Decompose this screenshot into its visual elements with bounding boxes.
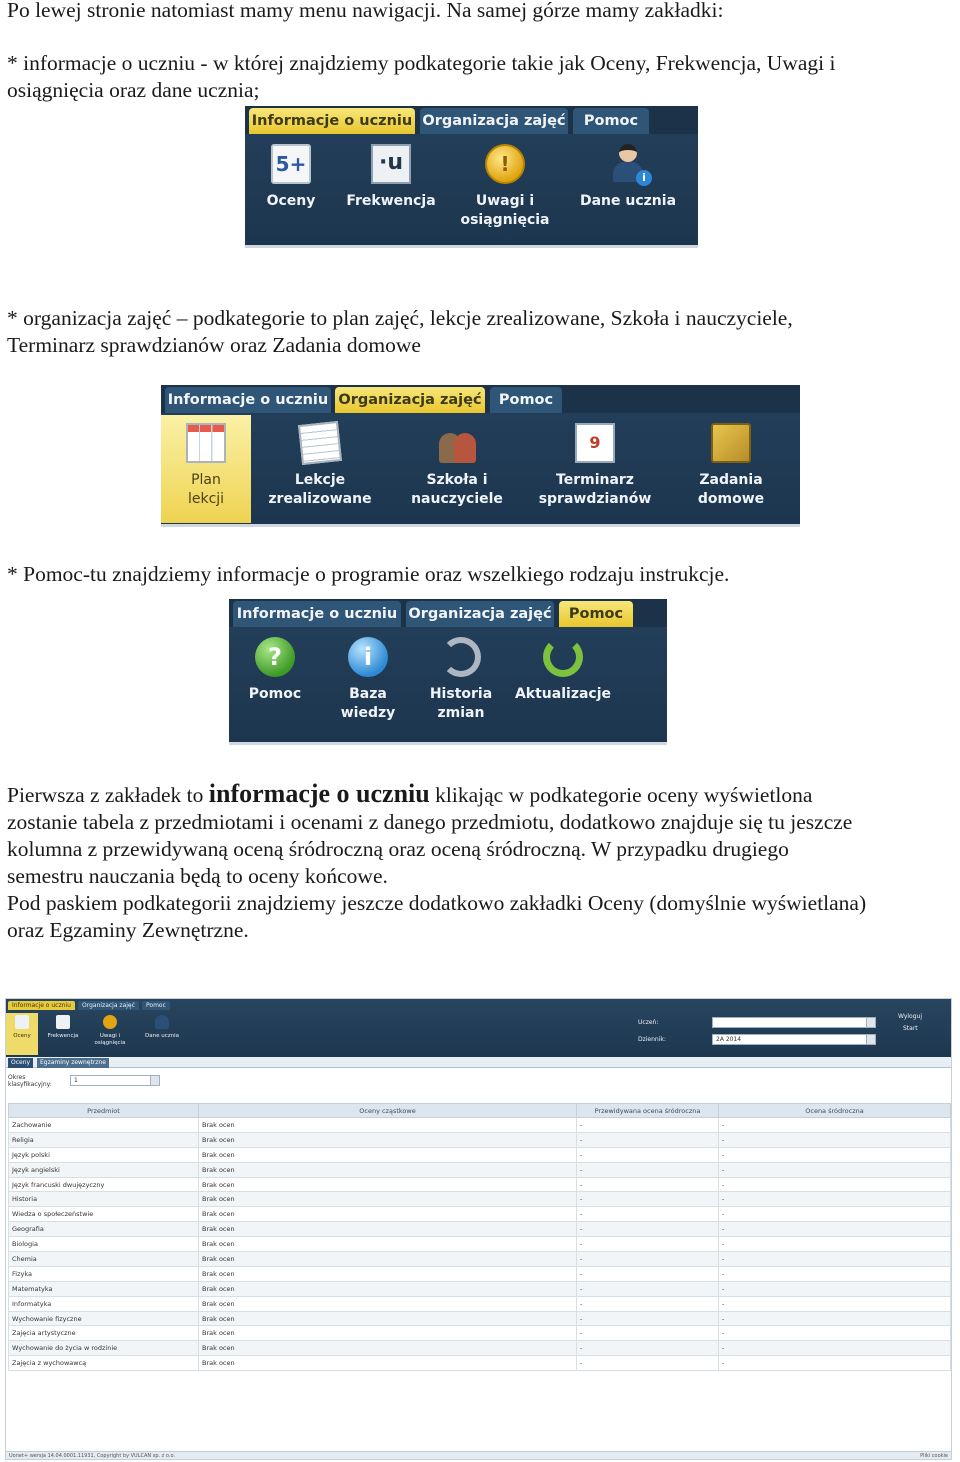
- partial-grades-cell: Brak ocen: [199, 1132, 577, 1147]
- tab-student-info[interactable]: Informacje o uczniu: [233, 601, 401, 627]
- semester-grade-cell: -: [719, 1341, 951, 1356]
- tab-student-info[interactable]: Informacje o uczniu: [249, 108, 415, 134]
- app-item-attendance[interactable]: Frekwencja: [44, 1013, 82, 1055]
- col-predicted-grade: Przewidywana ocena śródroczna: [577, 1104, 719, 1118]
- semester-grade-cell: -: [719, 1237, 951, 1252]
- history-icon: [441, 637, 481, 677]
- subject-cell: Wychowanie do życia w rodzinie: [9, 1341, 199, 1356]
- chevron-down-icon: [150, 1076, 159, 1085]
- partial-grades-cell: Brak ocen: [199, 1266, 577, 1281]
- test-calendar-icon: 9: [575, 423, 615, 463]
- ribbon-item-grades[interactable]: 5+ Oceny: [245, 136, 347, 211]
- semester-grade-cell: -: [719, 1266, 951, 1281]
- cookies-link[interactable]: Pliki cookie: [920, 1453, 948, 1459]
- partial-grades-cell: Brak ocen: [199, 1192, 577, 1207]
- app-item-grades[interactable]: Oceny: [6, 1013, 38, 1055]
- grades-desc-line3: kolumna z przewidywaną oceną śródroczną oraz oceną śródroczną. W przypadku drugiego: [7, 837, 789, 861]
- ribbon-item-school-teachers[interactable]: Szkoła i nauczyciele: [401, 415, 513, 509]
- semester-grade-cell: -: [719, 1118, 951, 1133]
- app-tab-class-organization[interactable]: Organizacja zajęć: [78, 1001, 139, 1010]
- tab-help[interactable]: Pomoc: [490, 387, 562, 413]
- grades-table: [8, 1103, 951, 1371]
- tab-help[interactable]: Pomoc: [573, 108, 649, 134]
- partial-grades-cell: Brak ocen: [199, 1222, 577, 1237]
- table-row: [9, 1296, 951, 1311]
- ribbon-class-organization: [161, 385, 800, 527]
- tab-class-organization[interactable]: Organizacja zajęć: [335, 387, 485, 413]
- table-row: [9, 1237, 951, 1252]
- grades-desc-line2: zostanie tabela z przedmiotami i ocenami z danego przedmiotu, dodatkowo znajduje się tu jeszcze: [7, 810, 853, 834]
- subject-cell: Biologia: [9, 1237, 199, 1252]
- app-footer: [6, 1451, 951, 1459]
- version-text: Uonet+ wersja 14.04.0001.11931, Copyright by VULCAN sp. z o.o.: [9, 1453, 176, 1459]
- subject-cell: Zachowanie: [9, 1118, 199, 1133]
- table-row: [9, 1311, 951, 1326]
- grades-icon: 5+: [271, 144, 311, 184]
- table-row: [9, 1252, 951, 1267]
- table-row: [9, 1281, 951, 1296]
- tab-class-organization[interactable]: Organizacja zajęć: [420, 108, 568, 134]
- predicted-grade-cell: -: [577, 1356, 719, 1371]
- predicted-grade-cell: -: [577, 1222, 719, 1237]
- table-header-row: [9, 1104, 951, 1118]
- predicted-grade-cell: -: [577, 1147, 719, 1162]
- table-row: [9, 1162, 951, 1177]
- app-item-remarks[interactable]: Uwagi i osiągnięcia: [91, 1013, 129, 1055]
- predicted-grade-cell: -: [577, 1326, 719, 1341]
- subject-cell: Zajęcia z wychowawcą: [9, 1356, 199, 1371]
- student-info-desc-line2: osiągnięcia oraz dane ucznia;: [7, 78, 260, 102]
- partial-grades-cell: Brak ocen: [199, 1252, 577, 1267]
- predicted-grade-cell: -: [577, 1118, 719, 1133]
- ribbon-tabbar: [245, 106, 698, 134]
- student-info-desc-line1: * informacje o uczniu - w której znajdziemy podkategorie takie jak Oceny, Frekwencja, Uwagi i: [7, 51, 836, 75]
- subject-cell: Język angielski: [9, 1162, 199, 1177]
- subject-cell: Chemia: [9, 1252, 199, 1267]
- period-label: Okres klasyfikacyjny:: [8, 1074, 52, 1088]
- predicted-grade-cell: -: [577, 1266, 719, 1281]
- predicted-grade-cell: -: [577, 1177, 719, 1192]
- student-info-icon: [155, 1015, 169, 1029]
- timetable-icon: [186, 423, 226, 463]
- table-row: [9, 1177, 951, 1192]
- subject-cell: Język polski: [9, 1147, 199, 1162]
- medal-icon: !: [485, 144, 525, 184]
- grades-app-screenshot: [5, 998, 952, 1460]
- lessons-done-icon: [298, 421, 342, 465]
- subtab-grades[interactable]: Oceny: [8, 1058, 33, 1068]
- subtab-bar: [6, 1057, 951, 1068]
- help-desc: * Pomoc-tu znajdziemy informacje o programie oraz wszelkiego rodzaju instrukcje.: [7, 562, 730, 586]
- start-link[interactable]: Start: [903, 1025, 918, 1032]
- subject-cell: Matematyka: [9, 1281, 199, 1296]
- subtabs-desc-line1: Pod paskiem podkategorii znajdziemy jeszcze dodatkowo zakładki Oceny (domyślnie wyświetlana): [7, 891, 867, 915]
- table-row: [9, 1147, 951, 1162]
- table-row: [9, 1266, 951, 1281]
- app-tab-help[interactable]: Pomoc: [142, 1001, 170, 1010]
- ribbon-tabbar: [229, 599, 667, 627]
- table-row: [9, 1341, 951, 1356]
- ribbon-item-timetable[interactable]: Plan lekcji: [161, 415, 251, 523]
- grades-desc-line1: Pierwsza z zakładek to informacje o uczniu klikając w podkategorie oceny wyświetlona: [7, 779, 813, 808]
- table-row: [9, 1192, 951, 1207]
- chevron-down-icon: [866, 1035, 875, 1044]
- predicted-grade-cell: -: [577, 1207, 719, 1222]
- predicted-grade-cell: -: [577, 1192, 719, 1207]
- teachers-icon: [437, 423, 477, 463]
- partial-grades-cell: Brak ocen: [199, 1341, 577, 1356]
- student-select-label: Uczeń:: [638, 1019, 659, 1026]
- tab-class-organization[interactable]: Organizacja zajęć: [406, 601, 554, 627]
- tab-student-info[interactable]: Informacje o uczniu: [165, 387, 331, 413]
- predicted-grade-cell: -: [577, 1252, 719, 1267]
- semester-grade-cell: -: [719, 1177, 951, 1192]
- predicted-grade-cell: -: [577, 1132, 719, 1147]
- organization-desc-line2: Terminarz sprawdzianów oraz Zadania domowe: [7, 333, 421, 357]
- table-row: [9, 1132, 951, 1147]
- ribbon-item-remarks[interactable]: ! Uwagi i osiągnięcia: [449, 136, 561, 230]
- subtabs-desc-line2: oraz Egzaminy Zewnętrzne.: [7, 918, 249, 942]
- partial-grades-cell: Brak ocen: [199, 1296, 577, 1311]
- semester-grade-cell: -: [719, 1147, 951, 1162]
- app-tab-student-info[interactable]: Informacje o uczniu: [8, 1001, 75, 1010]
- grades-icon: [15, 1015, 29, 1029]
- student-info-icon: i: [608, 144, 648, 184]
- ribbon-help: [229, 599, 667, 745]
- partial-grades-cell: Brak ocen: [199, 1162, 577, 1177]
- table-row: [9, 1118, 951, 1133]
- semester-grade-cell: -: [719, 1296, 951, 1311]
- subject-cell: Zajęcia artystyczne: [9, 1326, 199, 1341]
- medal-icon: [103, 1015, 117, 1029]
- partial-grades-cell: Brak ocen: [199, 1118, 577, 1133]
- semester-grade-cell: -: [719, 1162, 951, 1177]
- subject-cell: Język francuski dwujęzyczny: [9, 1177, 199, 1192]
- ribbon-item-knowledge-base[interactable]: i Baza wiedzy: [312, 629, 424, 723]
- logout-link[interactable]: Wyloguj: [898, 1013, 922, 1020]
- semester-grade-cell: -: [719, 1192, 951, 1207]
- partial-grades-cell: Brak ocen: [199, 1356, 577, 1371]
- partial-grades-cell: Brak ocen: [199, 1207, 577, 1222]
- grades-desc-line4: semestru nauczania będą to oceny końcowe.: [7, 864, 388, 888]
- semester-grade-cell: -: [719, 1356, 951, 1371]
- update-icon: [543, 637, 583, 677]
- table-row: [9, 1326, 951, 1341]
- subject-cell: Religia: [9, 1132, 199, 1147]
- knowledge-base-icon: i: [348, 637, 388, 677]
- subject-cell: Wychowanie fizyczne: [9, 1311, 199, 1326]
- partial-grades-cell: Brak ocen: [199, 1311, 577, 1326]
- subject-cell: Fizyka: [9, 1266, 199, 1281]
- intro-paragraph: Po lewej stronie natomiast mamy menu nawigacji. Na samej górze mamy zakładki:: [7, 0, 724, 22]
- journal-select-label: Dziennik:: [638, 1036, 666, 1043]
- ribbon-item-updates[interactable]: Aktualizacje: [507, 629, 619, 704]
- app-item-student-data[interactable]: Dane ucznia: [140, 1013, 184, 1055]
- predicted-grade-cell: -: [577, 1162, 719, 1177]
- subtab-external-exams[interactable]: Egzaminy zewnętrzne: [37, 1058, 109, 1068]
- ribbon-item-test-calendar[interactable]: 9 Terminarz sprawdzianów: [533, 415, 657, 509]
- ribbon-item-student-data[interactable]: i Dane ucznia: [572, 136, 684, 211]
- semester-grade-cell: -: [719, 1281, 951, 1296]
- subject-cell: Geografia: [9, 1222, 199, 1237]
- student-select[interactable]: [712, 1017, 876, 1028]
- table-row: [9, 1356, 951, 1371]
- semester-grade-cell: -: [719, 1326, 951, 1341]
- semester-grade-cell: -: [719, 1222, 951, 1237]
- col-subject: Przedmiot: [9, 1104, 199, 1118]
- predicted-grade-cell: -: [577, 1237, 719, 1252]
- predicted-grade-cell: -: [577, 1296, 719, 1311]
- journal-select[interactable]: 2A 2014: [712, 1034, 876, 1045]
- ribbon-tabbar: [161, 385, 800, 413]
- tab-help[interactable]: Pomoc: [559, 601, 633, 627]
- organization-desc-line1: * organizacja zajęć – podkategorie to plan zajęć, lekcje zrealizowane, Szkoła i nauczyciele,: [7, 306, 793, 330]
- period-select[interactable]: 1: [70, 1075, 160, 1086]
- predicted-grade-cell: -: [577, 1341, 719, 1356]
- partial-grades-cell: Brak ocen: [199, 1237, 577, 1252]
- ribbon-student-info: [245, 106, 698, 248]
- ribbon-item-lessons-done[interactable]: Lekcje zrealizowane: [264, 415, 376, 509]
- subject-cell: Informatyka: [9, 1296, 199, 1311]
- semester-grade-cell: -: [719, 1311, 951, 1326]
- ribbon-item-homework[interactable]: Zadania domowe: [675, 415, 787, 509]
- col-semester-grade: Ocena śródroczna: [719, 1104, 951, 1118]
- col-partial-grades: Oceny cząstkowe: [199, 1104, 577, 1118]
- subject-cell: Wiedza o społeczeństwie: [9, 1207, 199, 1222]
- attendance-icon: [56, 1015, 70, 1029]
- predicted-grade-cell: -: [577, 1281, 719, 1296]
- app-header: [6, 999, 951, 1057]
- subject-cell: Historia: [9, 1192, 199, 1207]
- semester-grade-cell: -: [719, 1207, 951, 1222]
- table-row: [9, 1207, 951, 1222]
- predicted-grade-cell: -: [577, 1311, 719, 1326]
- ribbon-item-help[interactable]: ? Pomoc: [229, 629, 331, 704]
- partial-grades-cell: Brak ocen: [199, 1281, 577, 1296]
- partial-grades-cell: Brak ocen: [199, 1326, 577, 1341]
- partial-grades-cell: Brak ocen: [199, 1177, 577, 1192]
- help-icon: ?: [255, 637, 295, 677]
- ribbon-item-change-history[interactable]: Historia zmian: [405, 629, 517, 723]
- attendance-icon: ·u: [371, 144, 411, 184]
- table-row: [9, 1222, 951, 1237]
- semester-grade-cell: -: [719, 1132, 951, 1147]
- chevron-down-icon: [866, 1018, 875, 1027]
- partial-grades-cell: Brak ocen: [199, 1147, 577, 1162]
- semester-grade-cell: -: [719, 1252, 951, 1267]
- ribbon-item-attendance[interactable]: ·u Frekwencja: [335, 136, 447, 211]
- homework-icon: [711, 423, 751, 463]
